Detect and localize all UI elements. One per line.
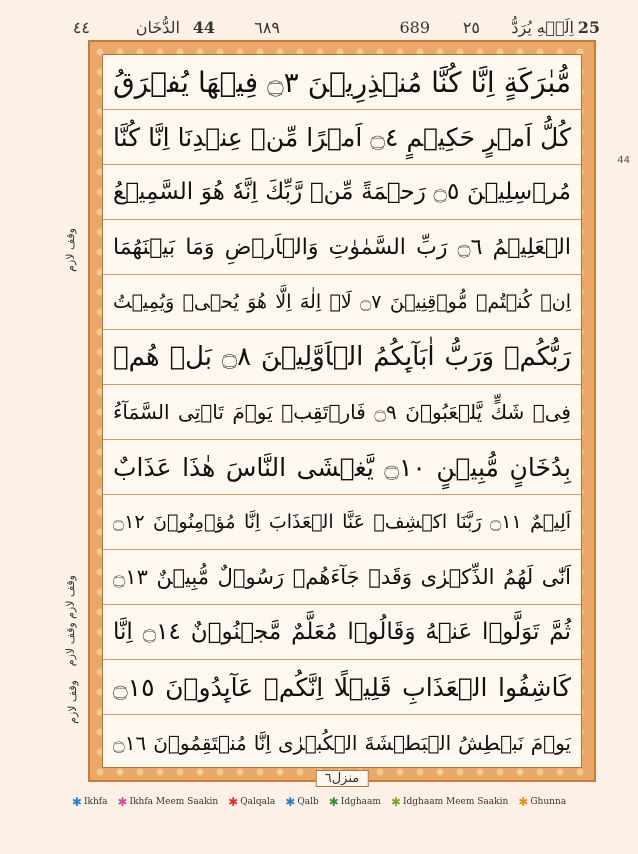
verse-line: كُلُّ اَمۡرٍ حَكِيۡمٍ ۝٤ اَمۡرًا مِّنۡ عِنۡدِنَا اِنَّا كُنَّا <box>103 110 581 165</box>
verse-line: رَبُّكُمۡ وَرَبُّ اٰبَآٮِٕكُمُ الۡاَوَّلِيۡنَ ۝٨ بَلۡ هُمۡ <box>103 330 581 385</box>
verse-line: اَلِيۡمٌ ۝١١ رَبَّنَا اكۡشِفۡ عَنَّا الۡعَذَابَ اِنَّا مُؤۡمِنُوۡنَ ۝١٢ <box>103 495 581 550</box>
verse-line: ثُمَّ تَوَلَّوۡا عَنۡهُ وَقَالُوۡا مُعَلَّمٌ مَّجۡنُوۡنٌ ۝١٤ اِنَّا <box>103 605 581 660</box>
legend-label: Qalqala <box>240 797 276 807</box>
verse-line: فِىۡ شَكٍّ يَّلۡعَبُوۡنَ ۝٩ فَارۡتَقِبۡ يَوۡمَ تَاۡتِى السَّمَآءُ <box>103 385 581 440</box>
margin-note: وقف لازم <box>64 228 77 272</box>
juz-number: 25 <box>577 18 600 37</box>
legend-item <box>391 792 508 812</box>
legend-label: Ghunna <box>530 797 567 807</box>
legend-item <box>72 792 108 812</box>
margin-note: وقف لازم وقف لازم <box>64 575 77 667</box>
legend-label: Ikhfa Meem Saakin <box>129 797 219 807</box>
ornamental-frame <box>88 40 596 786</box>
star-icon: ✱ <box>228 795 239 809</box>
page-number-arabic: ٦٨٩ <box>254 18 280 37</box>
star-icon: ✱ <box>285 795 296 809</box>
star-icon: ✱ <box>390 795 401 809</box>
side-surah-number: 44 <box>617 155 630 166</box>
verse-line: الۡعَلِيۡمُ ۝٦ رَبِّ السَّمٰوٰتِ وَالۡاَرۡضِ وَمَا بَيۡنَهُمَا <box>103 220 581 275</box>
juz-name: اِلَيۡهِ يُرَدُّ <box>511 18 574 37</box>
legend-item <box>117 792 218 812</box>
star-icon: ✱ <box>117 795 128 809</box>
legend-label: Idghaam Meem Saakin <box>402 797 509 807</box>
legend-item <box>518 792 566 812</box>
margin-note: وقف لازم <box>66 680 79 724</box>
legend-item <box>285 792 318 812</box>
verse-line: كَاشِفُوا الۡعَذَابِ قَلِيۡلًا اِنَّكُمۡ عَآٮِٕدُوۡنَ ۝١٥ <box>103 660 581 715</box>
verse-line: مُرۡسِلِيۡنَ ۝٥ رَحۡمَةً مِّنۡ رَّبِّكَ اِنَّهٗ هُوَ السَّمِيۡعُ <box>103 165 581 220</box>
legend-label: Ikhfa <box>83 797 108 807</box>
star-icon: ✱ <box>328 795 339 809</box>
surah-number-arabic: ٤٤ <box>72 18 90 37</box>
star-icon: ✱ <box>518 795 529 809</box>
verse-line: اَنّٰى لَهُمُ الذِّكۡرٰى وَقَدۡ جَآءَهُمۡ رَسُوۡلٌ مُّبِيۡنٌ ۝١٣ <box>103 550 581 605</box>
verse-line: مُّبٰرَكَةٍ اِنَّا كُنَّا مُنۡذِرِيۡنَ ۝٣ فِيۡهَا يُفۡرَقُ <box>103 55 581 110</box>
tajweed-legend <box>0 792 638 812</box>
verse-line: يَوۡمَ نَبۡطِشُ الۡبَطۡشَةَ الۡكُبۡرٰى اِنَّا مُنۡتَقِمُوۡنَ ۝١٦ <box>113 730 571 755</box>
legend-label: Idghaam <box>340 797 381 807</box>
surah-number: 44 <box>192 18 215 37</box>
legend-label: Qalb <box>297 797 319 807</box>
surah-name: الدُّخَان <box>135 18 180 37</box>
legend-item <box>228 792 275 812</box>
text-panel <box>102 54 582 768</box>
legend-item <box>329 792 381 812</box>
manzil-label: منزل٦ <box>316 770 369 787</box>
page-number: 689 <box>399 18 430 37</box>
verse-line: بِدُخَانٍ مُّبِيۡنٍ ۝١٠ يَّغۡشَى النَّاسَ هٰذَا عَذَابٌ <box>103 440 581 495</box>
juz-number-arabic: ٢٥ <box>462 18 480 37</box>
verse-line: اِنۡ كُنۡتُمۡ مُّوۡقِنِيۡنَ ۝٧ لَاۤ اِلٰهَ اِلَّا هُوَ يُحۡىٖ وَيُمِيۡتُ <box>103 275 581 330</box>
star-icon: ✱ <box>71 795 82 809</box>
